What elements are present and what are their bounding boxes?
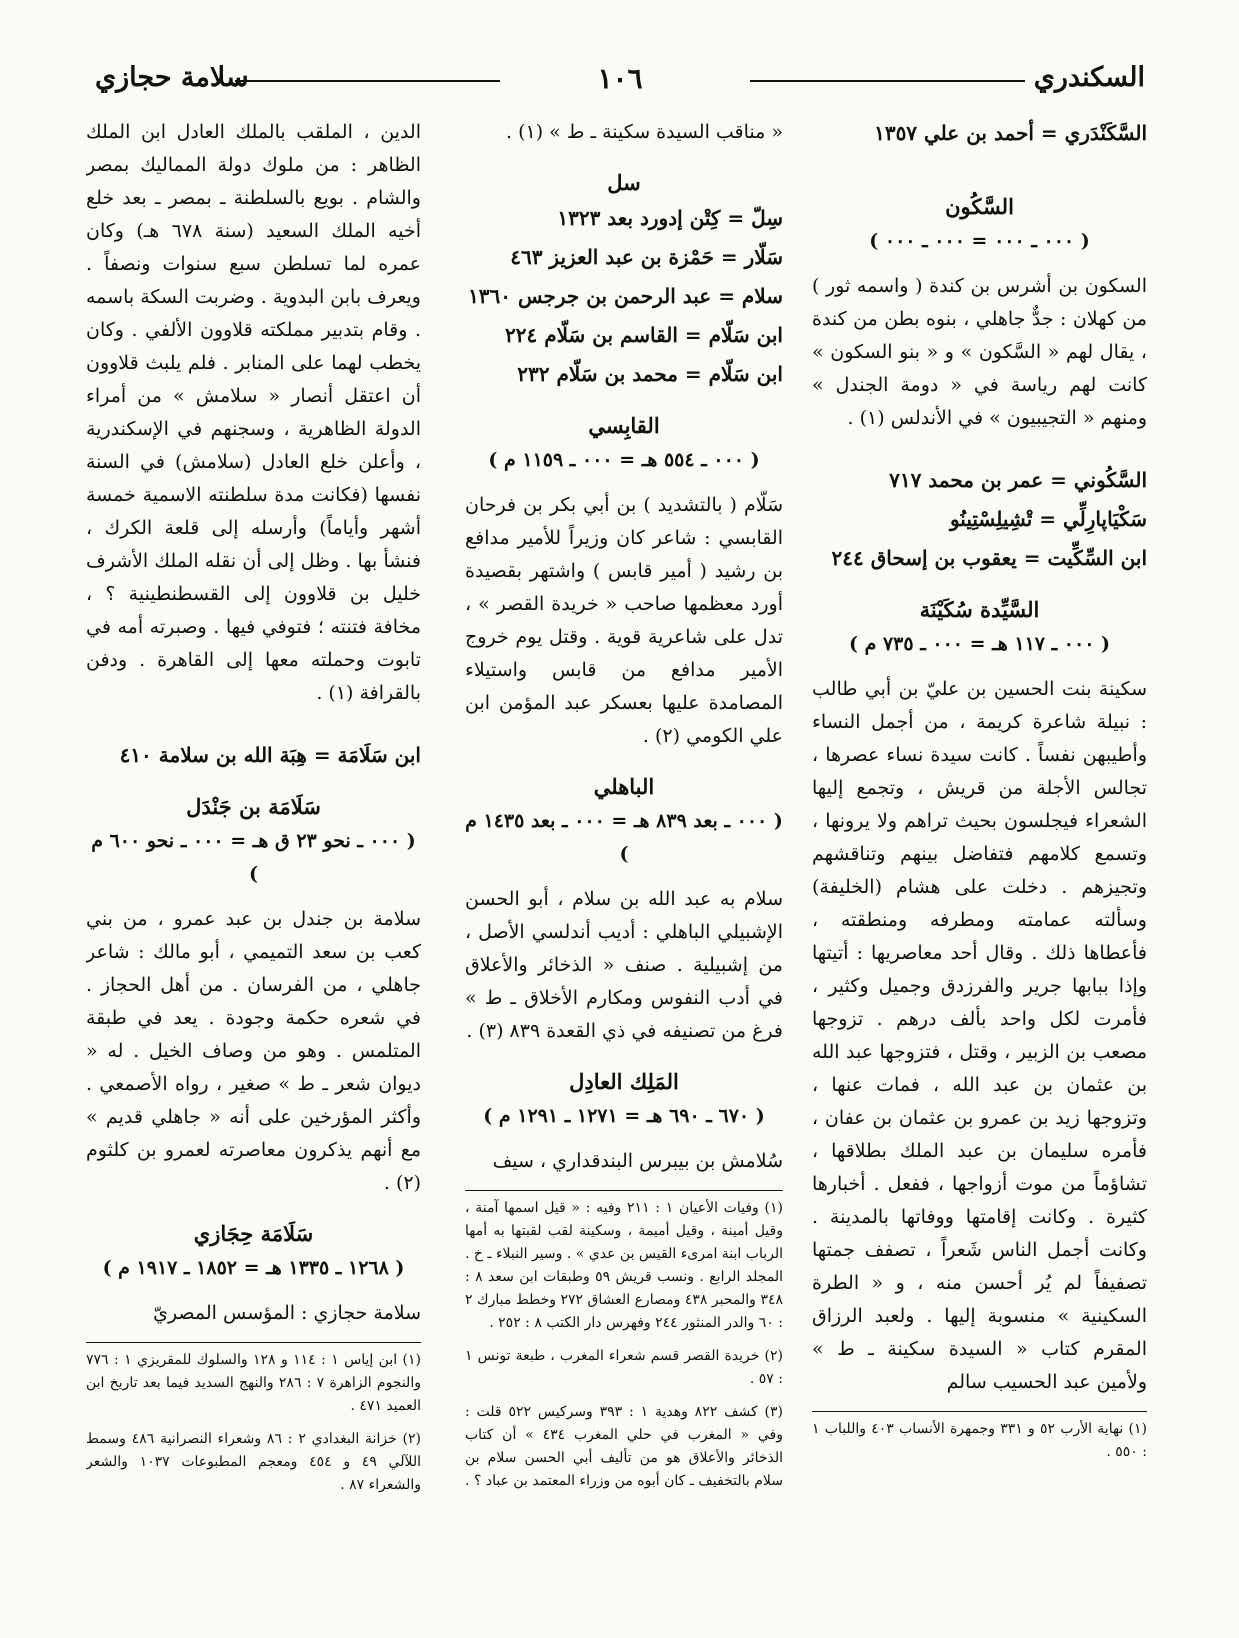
page-number: ١٠٦ xyxy=(597,62,643,95)
column-right xyxy=(812,116,1147,1586)
spacer xyxy=(812,155,1147,173)
entry-title: القابِسي xyxy=(588,413,660,438)
entry-body: سُلامش بن بيبرس البندقداري ، سيف xyxy=(492,1150,783,1172)
entry-body: سلام به عبد الله بن سلام ، أبو الحسن الإشبيلي الباهلي : أديب أندلسي الأصل ، من إشبيلية . صنف « الذخائر والأعلاق في أدب النفوس ومكارم الأخلاق ـ ط » فرغ من تصنيفه في ذي القعدة ٨٣٩ (٣) . xyxy=(465,888,783,1042)
footnote: (٣) كشف ٨٢٢ وهدية ١ : ٣٩٣ وسركيس ٥٢٢ قلت : وفي « المغرب في حلي المغرب ٤٣٤ » أن كتاب الذخائر والأعلاق هو من تأليف أبي الحسن سلام بن سلام بالتخفيف ـ كان أبوه من وزراء المعتمد بن عباد ؟ . xyxy=(465,1404,783,1489)
footnote: (١) وفيات الأعيان ١ : ٢١١ وفيه : « قيل اسمها آمنة ، وقيل أمينة ، وقيل أميمة ، وسكينة لقب لقبتها به أمها الرباب ابنة امرىء القيس بن عدي » . وسير النبلاء ـ خ . المجلد الرابع . ونسب قريش ٥٩ وطبقات ابن سعد ٨ : ٣٤٨ والمحبر ٤٣٨ ومصارع العشاق ٢٧٢ وخطط مبارك ٢ : ٦٠ والدر المنثور ٢٤٤ وفهرس دار الكتب ٨ : ٢٥٢ . xyxy=(465,1200,783,1331)
entry-dates: ( ٠٠٠ ـ نحو ٢٣ ق هـ = ٠٠٠ ـ نحو ٦٠٠ م ) xyxy=(91,830,416,885)
entry-body: سلامة بن جندل بن عبد عمرو ، من بني كعب بن سعد التميمي ، أبو مالك : شاعر جاهلي ، من الفرسان . من أهل الحجاز . في شعره حكمة وجودة . يعد في طبقة المتلمس . وهو من وصاف الخيل . له « ديوان شعر ـ ط » صغير ، رواه الأصمعي . وأكثر المؤرخين على أنه « جاهلي قديم » مع أنهم يذكرون معاصرته لعمرو بن كلثوم (٢) . xyxy=(86,908,421,1194)
cross-reference xyxy=(812,463,1147,498)
entry-title: المَلِك العادِل xyxy=(569,1069,679,1094)
spacer xyxy=(86,720,421,738)
entry-body: السكون بن أشرس بن كندة ( واسمه ثور ) من كهلان : جدٌّ جاهلي ، بنوه بطن من كندة ، يقال لهم « السَّكون » و « بنو السكون » كانت لهم رياسة في « دومة الجندل » ومنهم « التجيبيون » في الأندلس (١) . xyxy=(812,275,1147,429)
ref-text: السَّكَنْدَري = أحمد بن علي ١٣٥٧ xyxy=(874,121,1147,145)
cross-reference xyxy=(465,318,783,353)
entry-title: سَلَامَة بن جَنْدَل xyxy=(186,794,321,819)
section-title: سل xyxy=(607,170,641,195)
ref-text: ابن سَلّام = محمد بن سَلّام ٢٣٢ xyxy=(517,362,783,386)
entry-dates: ( ١٢٦٨ ـ ١٣٣٥ هـ = ١٨٥٢ ـ ١٩١٧ م ) xyxy=(102,1257,405,1279)
cross-reference xyxy=(86,738,421,773)
ref-text: ابن سَلَامَة = هِبَة الله بن سلامة ٤١٠ xyxy=(119,743,421,767)
entry-dates: ( ٠٠٠ ـ بعد ٨٣٩ هـ = ٠٠٠ ـ بعد ١٤٣٥ م ) xyxy=(465,810,783,865)
cross-reference xyxy=(465,201,783,236)
spacer xyxy=(812,445,1147,463)
footnote-separator xyxy=(86,1342,421,1343)
entry-dates: ( ٠٠٠ ـ ٠٠٠ = ٠٠٠ ـ ٠٠٠ ) xyxy=(869,230,1090,252)
ref-text: ابن سَلّام = القاسم بن سَلّام ٢٢٤ xyxy=(505,323,783,347)
cross-reference xyxy=(812,502,1147,537)
entry-dates: ( ٠٠٠ ـ ١١٧ هـ = ٠٠٠ ـ ٧٣٥ م ) xyxy=(848,633,1111,655)
ref-text: ابن السِّكِّيت = يعقوب بن إسحاق ٢٤٤ xyxy=(831,546,1147,570)
entry-body: سَلّام ( بالتشديد ) بن أبي بكر بن فرحان القابسي : شاعر كان وزيراً للأمير مدافع بن رشيد ( أمير قابس ) واشتهر بقصيدة أورد معظمها صاحب « خريدة القصر » ، تدل على شاعرية قوية . وقتل يوم خروج الأمير مدافع من قابس واستيلاء المصامدة عليها بعسكر عبد المؤمن ابن علي الكومي (٢) . xyxy=(465,494,783,747)
entry-body: سلامة حجازي : المؤسس المصريّ xyxy=(153,1302,421,1324)
cross-reference xyxy=(812,116,1147,151)
footnote: (٢) خريدة القصر قسم شعراء المغرب ، طبعة تونس ١ : ٥٧ . xyxy=(465,1348,783,1387)
entry-dates: ( ٠٠٠ ـ ٥٥٤ هـ = ٠٠٠ ـ ١١٥٩ م ) xyxy=(488,449,760,471)
cross-reference xyxy=(465,279,783,314)
ref-text: سِلّ = كِتْن إدورد بعد ١٣٢٣ xyxy=(557,206,783,230)
entry-title: الباهلي xyxy=(593,774,655,799)
column-middle xyxy=(465,116,783,1586)
footnote: (١) ابن إياس ١ : ١١٤ و ١٢٨ والسلوك للمقريزي ١ : ٧٧٦ والنجوم الزاهرة ٧ : ٢٨٦ والنهج السديد فيما بعد تاريخ ابن العميد ٤٧١ . xyxy=(86,1352,421,1414)
entry-body: الدين ، الملقب بالملك العادل ابن الملك الظاهر : من ملوك دولة المماليك بمصر والشام . بويع بالسلطنة ـ بمصر ـ بعد خلع أخيه الملك السعيد (سنة ٦٧٨ هـ) وكان عمره لما تسلطن سبع سنوات ونصفاً . ويعرف بابن البدوية . وضربت السكة باسمه . وقام بتدبير مملكته قلاوون الألفي . وكان يخطب لهما على المنابر . فلم يلبث قلاوون أن اعتقل أنصار « سلامش » من أمراء الدولة الظاهرية ، وسجنهم في الإسكندرية ، وأعلن خلع العادل (سلامش) في السنة نفسها (فكانت مدة سلطنته الاسمية خمسة أشهر وأياماً) وأرسله إلى قلعة الكرك ، فنشأ بها . وظل إلى أن نقله الملك الأشرف خليل بن قلاوون إلى القسطنطينية ؟ ، مخافة فتنته ؛ فتوفي فيها . وصبرته أمه في تابوت وحملته معها إلى القاهرة . ودفن بالقرافة (١) . xyxy=(86,121,421,704)
ref-text: سَكْيَاپارِلِّي = تْشِيلِسْتِينُو xyxy=(949,507,1147,531)
cross-reference xyxy=(465,357,783,392)
cross-reference xyxy=(465,240,783,275)
column-left xyxy=(86,116,421,1586)
page-header xyxy=(95,62,1145,102)
ref-text: السَّكُوني = عمر بن محمد ٧١٧ xyxy=(889,468,1147,492)
ref-text: سلام = عبد الرحمن بن جرجس ١٣٦٠ xyxy=(468,284,783,308)
entry-title: سَلَامَة حِجَازي xyxy=(193,1221,314,1246)
footnote-separator xyxy=(465,1190,783,1191)
footnote: (١) نهاية الأرب ٥٢ و ٣٣١ وجمهرة الأنساب ٤٠٣ واللباب ١ : ٥٥٠ . xyxy=(812,1421,1147,1460)
entry-body: « مناقب السيدة سكينة ـ ط » (١) . xyxy=(506,121,783,143)
footnote: (٢) خزانة البغدادي ٢ : ٨٦ وشعراء النصرانية ٤٨٦ وسمط اللآلي ٤٩ و ٤٥٤ ومعجم المطبوعات ١٠٣٧ والشعر والشعراء ٨٧ . xyxy=(86,1431,421,1493)
header-rule-left xyxy=(235,80,500,82)
header-left-keyword: سلامة حجازي xyxy=(95,62,249,93)
header-right-keyword: السكندري xyxy=(1033,62,1145,93)
footnote-separator xyxy=(812,1411,1147,1412)
entry-dates: ( ٦٧٠ ـ ٦٩٠ هـ = ١٢٧١ ـ ١٢٩١ م ) xyxy=(483,1105,765,1127)
entry-body: سكينة بنت الحسين بن عليّ بن أبي طالب : نبيلة شاعرة كريمة ، من أجمل النساء وأطيبهن نفساً . كانت سيدة نساء عصرها ، تجالس الأجلة من قريش ، وتجمع إليها الشعراء فيجلسون بحيث تراهم ولا يرونها ، وتسمع كلامهم فتفاضل بينهم وتناقشهم وتجيزهم . دخلت على هشام (الخليفة) وسألته عمامته ومطرفه ومنطقته ، فأعطاها ذلك . وقال أحد معاصريها : أتيتها وإذا ببابها جرير والفرزدق وجميل وكثير ، فأمرت لكل واحد بألف درهم . تزوجها مصعب بن الزبير ، وقتل ، فتزوجها عبد الله بن عثمان بن عبد الله ، فمات عنها ، وتزوجها زيد بن عمرو بن عثمان بن عفان ، فأمره سليمان بن عبد الملك بطلاقها ، تشاؤماً من موت أزواجها ، ففعل . أخبارها كثيرة . وكانت إقامتها ووفاتها بالمدينة . وكانت أجمل الناس شَعراً ، تصفف جمتها تصفيفاً لم يُر أحسن منه ، و « الطرة السكينية » منسوبة إليها . ولعبد الرزاق المقرم كتاب « السيدة سكينة ـ ط » ولأمين عبد الحسيب سالم xyxy=(812,678,1147,1393)
cross-reference xyxy=(812,541,1147,576)
ref-text: سَلّار = حَمْزة بن عبد العزيز ٤٦٣ xyxy=(510,245,783,269)
entry-title: السَّيِّدة سُكَيْنَة xyxy=(919,597,1040,622)
entry-title: السَّكُون xyxy=(945,194,1014,219)
